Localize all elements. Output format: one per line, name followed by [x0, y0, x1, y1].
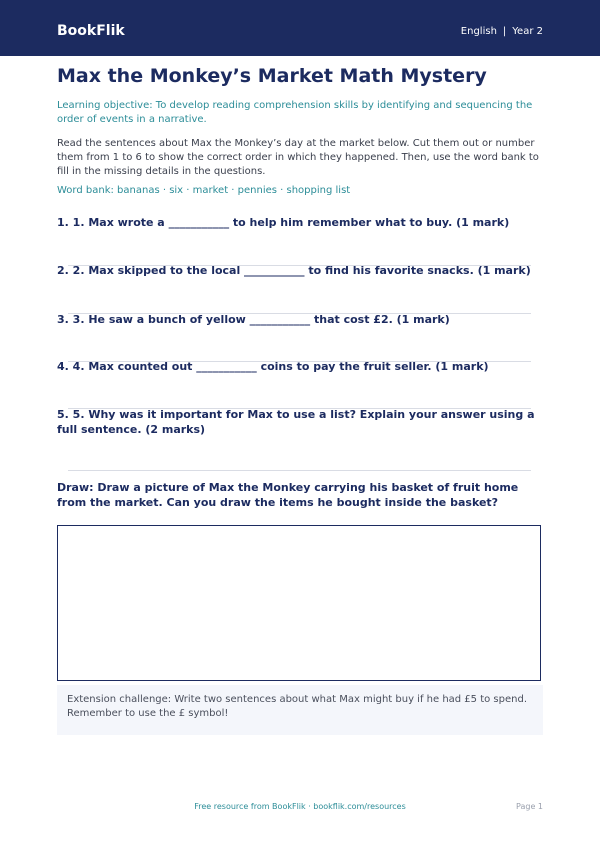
- drawing-area[interactable]: [57, 525, 541, 681]
- breadcrumb-year[interactable]: Year 2: [512, 26, 543, 37]
- word-bank: Word bank: bananas · six · market · pennies · shopping list: [57, 185, 351, 196]
- brand-logo[interactable]: BookFlik: [57, 23, 125, 39]
- answer-line-5: [68, 470, 531, 471]
- question-1: 1. 1. Max wrote a ___________ to help him remember what to buy. (1 mark): [57, 216, 510, 229]
- footer-credit[interactable]: Free resource from BookFlik · bookflik.com/resources: [194, 802, 406, 811]
- instructions: Read the sentences about Max the Monkey’s day at the market below. Cut them out or number them from 1 to 6 to show the correct order in which they happened. Then, use the word bank to fill in the missing details in the questions.: [57, 138, 539, 177]
- question-5: 5. 5. Why was it important for Max to use a list? Explain your answer using a full sentence. (2 marks): [57, 408, 535, 436]
- draw-prompt: Draw: Draw a picture of Max the Monkey carrying his basket of fruit home from the market. Can you draw the items he bought inside the basket?: [57, 481, 519, 509]
- breadcrumb-separator: |: [502, 26, 507, 37]
- question-2: 2. 2. Max skipped to the local ___________ to find his favorite snacks. (1 mark): [57, 264, 531, 277]
- extension-challenge: Extension challenge: Write two sentences about what Max might buy if he had £5 to spend. Remember to use the £ symbol!: [57, 685, 543, 735]
- breadcrumb-subject[interactable]: English: [460, 26, 497, 37]
- page-number: Page 1: [516, 802, 543, 811]
- breadcrumb: [461, 25, 543, 39]
- site-header: [0, 0, 600, 56]
- question-4: 4. 4. Max counted out ___________ coins to pay the fruit seller. (1 mark): [57, 360, 489, 373]
- learning-objective: Learning objective: To develop reading comprehension skills by identifying and sequencing the order of events in a narrative.: [57, 100, 533, 125]
- worksheet-title: Max the Monkey’s Market Math Mystery: [57, 65, 487, 87]
- question-3: 3. 3. He saw a bunch of yellow ___________ that cost £2. (1 mark): [57, 313, 450, 326]
